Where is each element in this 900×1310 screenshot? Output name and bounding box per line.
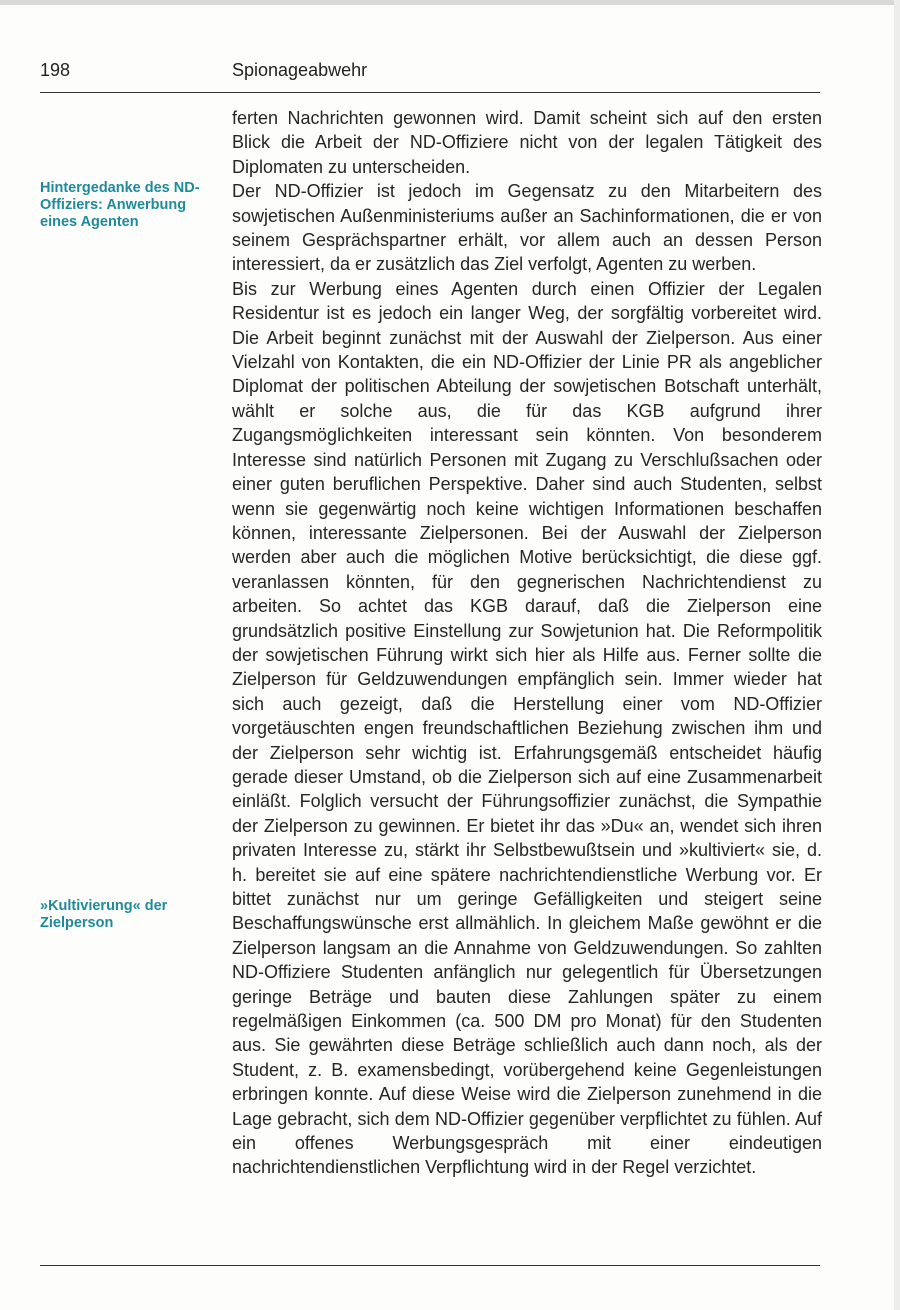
running-title: Spionageabwehr [232, 60, 368, 80]
paragraph-3: Bis zur Werbung eines Agenten durch einen Offizier der Legalen Residentur ist es jedoch ein langer Weg, der sorgfältig vorbereitet wird. Die Arbeit beginnt zunächst mit der Auswahl der Zielperson. Aus einer Vielzahl von Kontakten, die ein ND-Offizier der Linie PR als angeblicher Diplomat der politischen Abteilung der sowjetischen Botschaft unterhält, wählt er solche aus, die für das KGB aufgrund ihrer Zugangsmöglichkeiten interessant sein könnten. Von besonderem Interesse sind natürlich Personen mit Zugang zu Verschlußsachen oder einer guten beruflichen Perspektive. Daher sind auch Studenten, selbst wenn sie gegenwärtig noch keine wichtigen Informationen beschaffen können, interessante Zielpersonen. Bei der Auswahl der Zielperson werden aber auch die möglichen Motive berücksichtigt, die diese ggf. veranlassen könnten, für den gegnerischen Nachrichtendienst zu arbeiten. So achtet das KGB darauf, daß die Zielperson eine grundsätzlich positive Einstellung zur Sowjetunion hat. Die Reformpolitik der sowjetischen Führung wirkt sich hier als Hilfe aus. Ferner sollte die Zielperson für Geldzuwendungen empfänglich sein. Immer wieder hat sich auch gezeigt, daß die Herstellung einer vom ND-Offizier vorgetäuschten engen freundschaftlichen Beziehung zwischen ihm und der Zielperson sehr wichtig ist. Erfahrungsgemäß entscheidet häufig gerade dieser Umstand, ob die Zielperson sich auf eine Zusammenarbeit einläßt. Folglich versucht der Führungsoffizier zunächst, die Sympathie der Zielperson zu gewinnen. Er bietet ihr das »Du« an, wendet sich ihren privaten Interesse zu, stärkt ihr Selbstbewußtsein und »kultiviert« sie, d. h. bereitet sie auf eine spätere nachrichtendienstliche Werbung vor. Er bittet zunächst nur um geringe Gefälligkeiten und steigert seine Beschaffungswünsche erst allmählich. In gleichem Maße gewöhnt er die Zielperson langsam an die Annahme von Geldzuwendungen. So zahlten ND-Offiziere Studenten anfänglich nur gelegentlich für Übersetzungen geringe Beträge und bauten diese Zahlungen später zu einem regelmäßigen Einkommen (ca. 500 DM pro Monat) für den Studenten aus. Sie gewährten diese Beträge schließlich auch dann noch, als der Student, z. B. examensbedingt, vorübergehend keine Gegenleistungen erbringen konnte. Auf diese Weise wird die Zielperson zunehmend in die Lage gebracht, sich dem ND-Offizier gegenüber verpflichtet zu fühlen. Auf ein offenes Werbungsgespräch mit einer eindeutigen nachrichtendienstlichen Verpflichtung wird in der Regel verzichtet. [232, 278, 822, 1178]
margin-note-hintergedanke: Hintergedanke des ND-Offiziers: Anwerbung eines Agenten [40, 180, 200, 230]
paragraph-2: Der ND-Offizier ist jedoch im Gegensatz zu den Mitarbeitern des sowjetischen Außenministeriums außer an Sachinformationen, die er von seinem Gesprächspartner erhält, vor allem auch an dessen Person interessiert, da er zusätzlich das Ziel verfolgt, Agenten zu werben. [232, 181, 822, 275]
footer-rule [40, 1265, 820, 1266]
body-text [232, 106, 822, 1180]
paragraph-1: ferten Nachrichten gewonnen wird. Damit scheint sich auf den ersten Blick die Arbeit der ND-Offiziere nicht von der legalen Tätigkeit des Diplomaten zu unterscheiden. [232, 108, 822, 177]
page-top-edge [0, 0, 900, 5]
header-rule [40, 92, 820, 93]
margin-note-kultivierung: »Kultivierung« der Zielperson [40, 898, 168, 931]
running-head [40, 60, 820, 86]
page-number: 198 [40, 60, 71, 80]
page-right-shadow [894, 0, 900, 1310]
